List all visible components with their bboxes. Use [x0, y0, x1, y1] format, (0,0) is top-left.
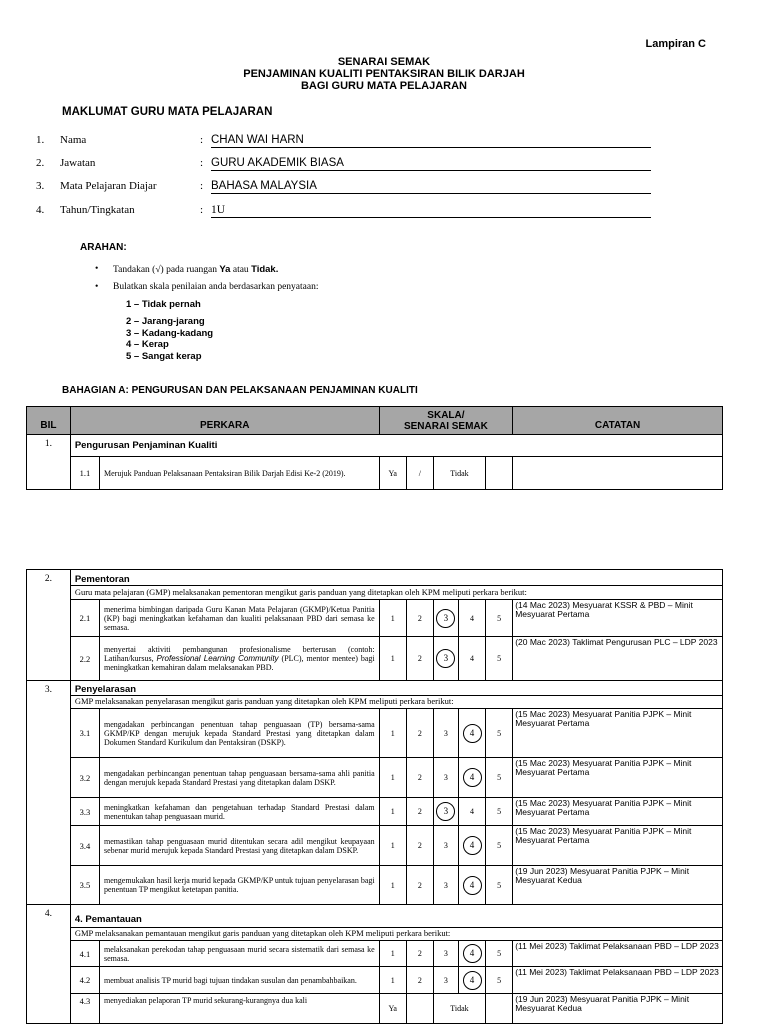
scale-3[interactable]: 3: [433, 758, 458, 798]
scale-5[interactable]: 5: [486, 967, 513, 994]
note-cell: (20 Mac 2023) Taklimat Pengurusan PLC – LDP 2023: [513, 637, 723, 681]
tidak-option[interactable]: Tidak: [433, 994, 485, 1024]
header-skala-2: SENARAI SEMAK: [403, 420, 488, 432]
scale-4-circled[interactable]: 4: [463, 836, 482, 855]
item-number: 2.1: [70, 600, 99, 637]
scale-4-cell[interactable]: [458, 967, 485, 994]
scale-4-cell[interactable]: [458, 941, 485, 967]
ya-option[interactable]: Ya: [379, 457, 406, 490]
item-number: 3.2: [70, 758, 99, 798]
check-mark: /: [406, 457, 433, 490]
instruction-text: Tandakan (√) pada ruangan: [113, 265, 220, 275]
item-text: mengadakan perbincangan penentuan tahap penguasaan bersama-sama ahli panitia dengan merujuk kepada Standard Prestasi yang ditetapkan dalam DSKP.: [100, 758, 380, 798]
annex-label: Lampiran C: [645, 38, 706, 50]
doc-subtitle-2: BAGI GURU MATA PELAJARAN: [300, 80, 467, 92]
scale-5[interactable]: 5: [486, 866, 513, 905]
scale-2[interactable]: 2: [406, 941, 433, 967]
scale-4-circled[interactable]: 4: [463, 876, 482, 895]
header-catatan: CATATAN: [513, 407, 723, 435]
empty-cell: [486, 994, 513, 1024]
scale-3-circled[interactable]: 3: [436, 649, 455, 668]
scale-5[interactable]: 5: [486, 941, 513, 967]
info-colon: :: [200, 204, 204, 216]
info-colon: :: [200, 134, 204, 146]
scale-4-cell[interactable]: [458, 709, 485, 758]
scale-1[interactable]: 1: [379, 709, 406, 758]
item-text-italic: Professional Learning Community: [156, 654, 279, 663]
scale-1[interactable]: 1: [379, 758, 406, 798]
info-colon: :: [200, 157, 204, 169]
scale-5[interactable]: 5: [486, 709, 513, 758]
row-number: 4.: [27, 905, 71, 1024]
doc-subtitle-1: PENJAMINAN KUALITI PENTAKSIRAN BILIK DARJAH: [243, 68, 525, 80]
scale-2[interactable]: 2: [406, 709, 433, 758]
scale-item: 4 – Kerap: [126, 339, 169, 350]
scale-2[interactable]: 2: [406, 826, 433, 866]
header-bil: BIL: [27, 407, 71, 435]
scale-5[interactable]: 5: [486, 758, 513, 798]
note-cell: (14 Mac 2023) Mesyuarat KSSR & PBD – Minit Mesyuarat Pertama: [513, 600, 723, 637]
section-title: 4. Pemantauan: [70, 905, 722, 928]
note-cell: (15 Mac 2023) Mesyuarat Panitia PJPK – Minit Mesyuarat Pertama: [513, 798, 723, 826]
header-skala-1: SKALA/: [427, 409, 465, 421]
scale-4-circled[interactable]: 4: [463, 944, 482, 963]
item-text: meningkatkan kefahaman dan pengetahuan terhadap Standard Prestasi dalam menentukan tahap penguasaan murid.: [100, 798, 380, 826]
scale-4-circled[interactable]: 4: [463, 971, 482, 990]
item-number: 3.5: [70, 866, 99, 905]
bullet-icon: •: [95, 282, 99, 292]
scale-1[interactable]: 1: [379, 967, 406, 994]
teacher-info-heading: MAKLUMAT GURU MATA PELAJARAN: [62, 106, 273, 118]
scale-1[interactable]: 1: [379, 600, 406, 637]
scale-5[interactable]: 5: [486, 798, 513, 826]
instruction-text: atau: [230, 265, 252, 275]
scale-1[interactable]: 1: [379, 826, 406, 866]
scale-2[interactable]: 2: [406, 600, 433, 637]
item-text-part: menyertai aktiviti pembangunan profesionalisme berterusan (contoh: Latihan/kursus,: [104, 645, 375, 663]
scale-3-circled[interactable]: 3: [436, 609, 455, 628]
section-title: Pementoran: [70, 570, 722, 586]
section-a-heading: BAHAGIAN A: PENGURUSAN DAN PELAKSANAAN PENJAMINAN KUALITI: [62, 385, 418, 396]
item-text: memastikan tahap penguasaan murid ditentukan secara adil mengikut keupayaan sebenar murid merujuk kepada Standard Prestasi yang ditetapkan dalam DSKP.: [100, 826, 380, 866]
scale-3[interactable]: 3: [433, 709, 458, 758]
item-number: 4.3: [70, 994, 99, 1024]
scale-5[interactable]: 5: [486, 637, 513, 681]
tidak-option[interactable]: Tidak: [433, 457, 485, 490]
scale-item: 3 – Kadang-kadang: [126, 328, 214, 339]
header-perkara: PERKARA: [70, 407, 379, 435]
note-cell: (11 Mei 2023) Taklimat Pelaksanaan PBD – LDP 2023: [513, 941, 723, 967]
name-field[interactable]: CHAN WAI HARN: [211, 134, 651, 148]
row-number: 3.: [27, 681, 71, 905]
scale-4[interactable]: 4: [458, 600, 485, 637]
item-number: 3.4: [70, 826, 99, 866]
info-num: 1.: [36, 134, 45, 146]
item-number: 4.2: [70, 967, 99, 994]
scale-3[interactable]: 3: [433, 941, 458, 967]
info-label: Jawatan: [60, 157, 96, 169]
scale-4[interactable]: 4: [458, 798, 485, 826]
item-text: menerima bimbingan daripada Guru Kanan Mata Pelajaran (GKMP)/Ketua Panitia (KP) bagi meningkatkan kefahaman dan kualiti pelaksanaan PBD dari semasa ke semasa.: [100, 600, 380, 637]
info-label: Nama: [60, 134, 87, 146]
position-field[interactable]: GURU AKADEMIK BIASA: [211, 157, 651, 171]
instruction-text: Bulatkan skala penilaian anda berdasarkan penyataan:: [113, 282, 319, 292]
note-cell: (15 Mac 2023) Mesyuarat Panitia PJPK – Minit Mesyuarat Pertama: [513, 709, 723, 758]
scale-1[interactable]: 1: [379, 866, 406, 905]
item-number: 3.3: [70, 798, 99, 826]
info-label: Tahun/Tingkatan: [60, 204, 135, 216]
subject-field[interactable]: BAHASA MALAYSIA: [211, 180, 651, 194]
scale-3-cell[interactable]: [433, 637, 458, 681]
instruction-tidak: Tidak.: [251, 264, 279, 275]
section-b-table: [26, 569, 723, 1024]
info-label: Mata Pelajaran Diajar: [60, 180, 157, 192]
empty-cell: [406, 994, 433, 1024]
scale-3[interactable]: 3: [433, 967, 458, 994]
item-text: mengemukakan hasil kerja murid kepada GKMP/KP untuk tujuan penyelarasan bagi penentuan TP mengikut ketetapan panitia.: [100, 866, 380, 905]
year-field[interactable]: 1U: [211, 204, 651, 218]
scale-2[interactable]: 2: [406, 637, 433, 681]
item-text: [100, 637, 380, 681]
note-cell: (19 Jun 2023) Mesyuarat Panitia PJPK – Minit Mesyuarat Kedua: [513, 866, 723, 905]
empty-cell: [486, 457, 513, 490]
scale-3[interactable]: 3: [433, 826, 458, 866]
scale-5[interactable]: 5: [486, 826, 513, 866]
note-cell: (19 Jun 2023) Mesyuarat Panitia PJPK – Minit Mesyuarat Kedua: [513, 994, 723, 1024]
scale-3-cell[interactable]: [433, 798, 458, 826]
info-row-name: [36, 134, 656, 150]
item-text: melaksanakan perekodan tahap penguasaan murid secara sistematik dari semasa ke semasa.: [100, 941, 380, 967]
item-number: 4.1: [70, 941, 99, 967]
scale-item: 5 – Sangat kerap: [126, 351, 202, 362]
info-colon: :: [200, 180, 204, 192]
scale-2[interactable]: 2: [406, 967, 433, 994]
scale-1[interactable]: 1: [379, 798, 406, 826]
scale-4-cell[interactable]: [458, 758, 485, 798]
note-cell: [513, 457, 723, 490]
scale-3-circled[interactable]: 3: [436, 802, 455, 821]
scale-4[interactable]: 4: [458, 637, 485, 681]
info-num: 3.: [36, 180, 45, 192]
scale-2[interactable]: 2: [406, 798, 433, 826]
info-num: 2.: [36, 157, 45, 169]
instruction-ya: Ya: [219, 264, 231, 275]
instructions-heading: ARAHAN:: [80, 242, 127, 253]
item-number: 3.1: [70, 709, 99, 758]
scale-4-circled[interactable]: 4: [463, 724, 482, 743]
section-title: Penyelarasan: [70, 681, 722, 696]
info-num: 4.: [36, 204, 45, 216]
scale-1[interactable]: 1: [379, 941, 406, 967]
scale-4-cell[interactable]: [458, 866, 485, 905]
scale-5[interactable]: 5: [486, 600, 513, 637]
scale-item: 1 – Tidak pernah: [126, 299, 201, 310]
info-row-position: [36, 157, 656, 173]
info-row-subject: [36, 180, 656, 196]
item-number: 2.2: [70, 637, 99, 681]
scale-item: 2 – Jarang-jarang: [126, 316, 205, 327]
bullet-icon: •: [95, 264, 99, 274]
ya-option[interactable]: Ya: [379, 994, 406, 1024]
note-cell: (11 Mei 2023) Taklimat Pelaksanaan PBD – LDP 2023: [513, 967, 723, 994]
header-skala: [379, 407, 513, 435]
row-number: 1.: [27, 435, 71, 490]
section-intro: GMP melaksanakan penyelarasan mengikut garis panduan yang ditetapkan oleh KPM meliputi perkara berikut:: [70, 696, 722, 709]
item-text: Merujuk Panduan Pelaksanaan Pentaksiran Bilik Darjah Edisi Ke-2 (2019).: [100, 457, 380, 490]
section-title: Pengurusan Penjaminan Kualiti: [70, 435, 722, 457]
section-intro: GMP melaksanakan pemantauan mengikut garis panduan yang ditetapkan oleh KPM meliputi perkara berikut:: [70, 928, 722, 941]
item-text-part: (PLC), mentor mentee) bagi meningkatkan kemahiran dalam melaksanakan PBD.: [104, 654, 375, 672]
note-cell: (15 Mac 2023) Mesyuarat Panitia PJPK – Minit Mesyuarat Pertama: [513, 758, 723, 798]
scale-2[interactable]: 2: [406, 866, 433, 905]
item-text: mengadakan perbincangan penentuan tahap penguasaan (TP) bersama-sama GKMP/KP dengan merujuk kepada Standard Prestasi yang ditetapkan dalam Dokumen Standard Kurikulum dan Pentaksiran (DSKP).: [100, 709, 380, 758]
item-text: membuat analisis TP murid bagi tujuan tindakan susulan dan penambahbaikan.: [100, 967, 380, 994]
section-intro: Guru mata pelajaran (GMP) melaksanakan pementoran mengikut garis panduan yang ditetapkan oleh KPM meliputi perkara berikut:: [70, 586, 722, 600]
info-row-year: [36, 204, 656, 220]
item-text: menyediakan pelaporan TP murid sekurang-kurangnya dua kali: [100, 994, 380, 1024]
item-number: 1.1: [70, 457, 99, 490]
note-cell: (15 Mac 2023) Mesyuarat Panitia PJPK – Minit Mesyuarat Pertama: [513, 826, 723, 866]
row-number: 2.: [27, 570, 71, 681]
scale-1[interactable]: 1: [379, 637, 406, 681]
scale-2[interactable]: 2: [406, 758, 433, 798]
doc-title: SENARAI SEMAK: [337, 56, 431, 68]
scale-3[interactable]: 3: [433, 866, 458, 905]
scale-3-cell[interactable]: [433, 600, 458, 637]
section-a-table: [26, 406, 723, 490]
scale-4-circled[interactable]: 4: [463, 768, 482, 787]
scale-4-cell[interactable]: [458, 826, 485, 866]
